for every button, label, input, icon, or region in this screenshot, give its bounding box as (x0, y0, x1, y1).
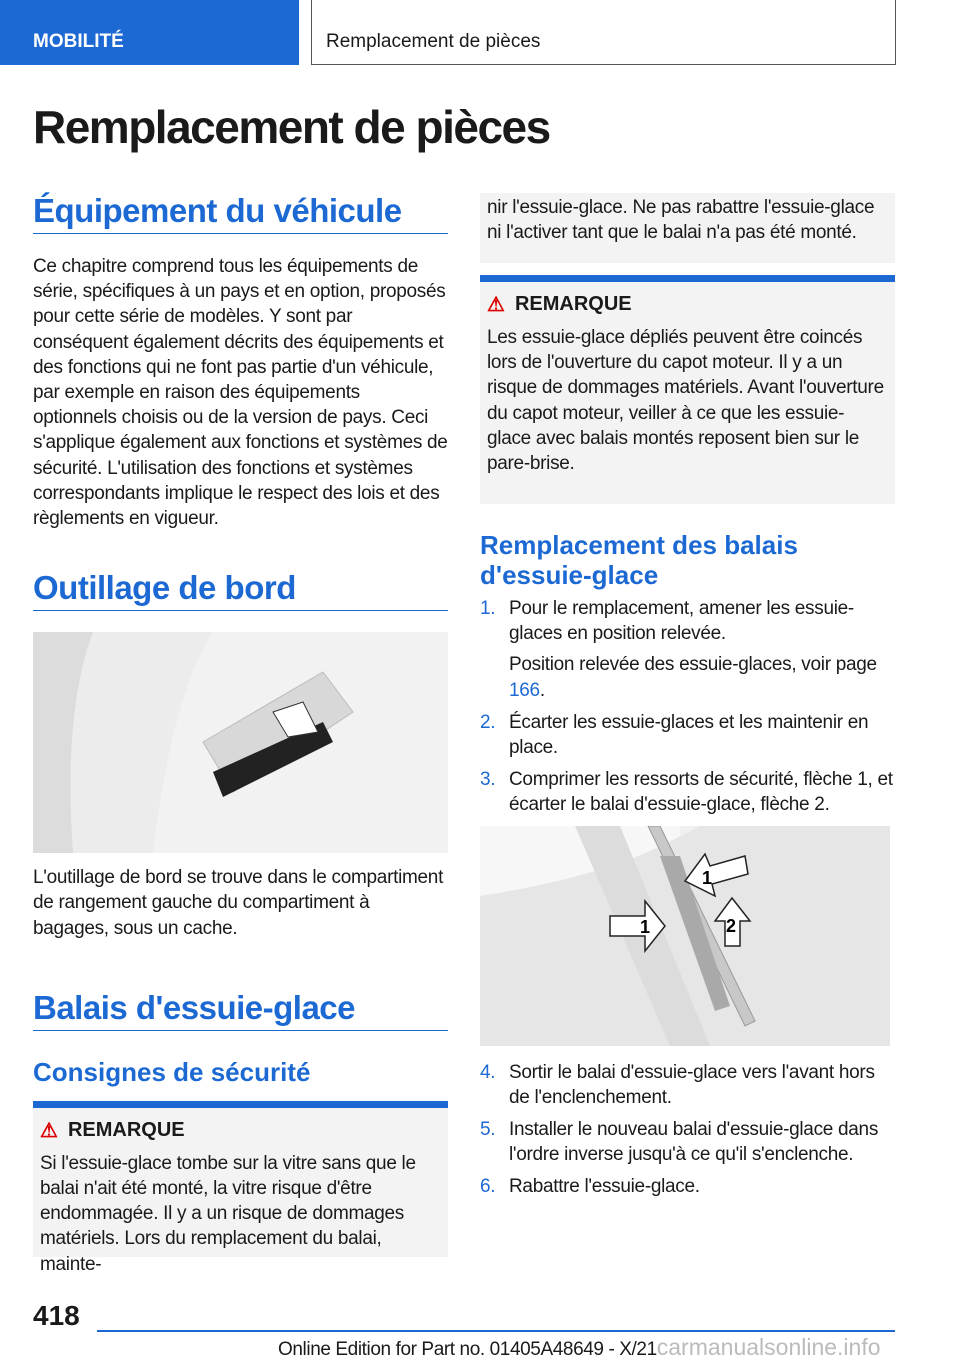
warning-icon: ⚠ (40, 1119, 58, 1142)
notice-continued (480, 193, 895, 263)
notice-title: REMARQUE (67, 1118, 185, 1141)
arrow-label: 1 (640, 916, 651, 937)
watermark: carmanualsonline.info (656, 1334, 881, 1360)
step-text: Écarter les essuie-glaces et les maintenir en place. (509, 711, 869, 759)
step-item (480, 767, 895, 817)
page-number: 418 (33, 1300, 80, 1331)
notice-title: REMARQUE (514, 293, 632, 315)
equipment-text: Ce chapitre comprend tous les équipements de série, spécifiques à un pays et en option, proposés pour cette série de modèles. Y sont par conséquent également décrits des équipements et des fonctions qui ne font pas partie d'un véhicule, par exemple en raison des équipements optionnels choisis ou de la version de pays. Ceci s'applique également aux fonctions et systèmes de sécurité. L'utilisation des fonctions et systèmes correspondants implique le respect des lois et des règlements en vigueur. (33, 256, 448, 530)
subtext-pre: Position relevée des essuie-glaces, voir page (509, 654, 877, 676)
notice-text-2: Les essuie-glace dépliés peuvent être coincés lors de l'ouverture du capot moteur. Il y a un risque de dommages matériels. Avant l'ouverture du capot moteur, veiller à ce que les essuie-glace avec balais montés reposent bien sur le pare-brise. (487, 327, 884, 475)
section-tab: MOBILITÉ (0, 0, 299, 65)
footer-divider (97, 1330, 895, 1332)
step-text: Comprimer les ressorts de sécurité, flèche 1, et écarter le balai d'essuie-glace, flèche 2. (509, 769, 893, 816)
page-link[interactable]: 166 (509, 679, 540, 701)
steps-list-a (480, 596, 895, 818)
equipment-heading: Équipement du véhicule (33, 192, 448, 234)
step-number: 1. (480, 598, 496, 619)
step-number: 3. (480, 769, 496, 791)
step-item (480, 1174, 895, 1199)
steps-list-b (480, 1060, 895, 1200)
wiper-heading: Balais d'essuie-glace (33, 989, 448, 1031)
arrow-label: 1 (702, 867, 713, 888)
arrow-label: 2 (726, 915, 737, 936)
tools-heading: Outillage de bord (33, 569, 448, 611)
step-item (480, 1117, 895, 1167)
tools-text: L'outillage de bord se trouve dans le compartiment de rangement gauche du compartiment à bagages, sous un cache. (33, 867, 444, 939)
subtext-post: . (539, 679, 545, 701)
step-number: 4. (480, 1061, 496, 1083)
step-number: 6. (480, 1176, 496, 1198)
step-number: 2. (480, 711, 496, 733)
page-title: Remplacement de pièces (33, 101, 550, 153)
step-item (480, 596, 895, 703)
notice-box (33, 1101, 448, 1275)
warning-icon: ⚠ (487, 294, 505, 316)
step-number: 5. (480, 1119, 496, 1141)
tools-compartment-image (33, 632, 448, 853)
right-column (480, 193, 895, 1207)
notice-text: Si l'essuie-glace tombe sur la vitre sans que le balai n'ait été monté, la vitre risque d'être endommagée. Il y a un risque de dommages matériels. Lors du remplacement du balai, mainte- (40, 1152, 416, 1275)
notice-text-continued: nir l'essuie-glace. Ne pas rabattre l'essuie-glace ni l'activer tant que le balai n'a pas été monté. (487, 197, 875, 244)
left-column (33, 192, 448, 1275)
edition-text: Online Edition for Part no. 01405A48649 - X/21 (278, 1339, 657, 1360)
step-subtext (509, 652, 895, 702)
wiper-figure (480, 826, 890, 1046)
replace-heading: Remplacement des balais d'essuie-glace (480, 530, 798, 590)
step-text: Rabattre l'essuie-glace. (509, 1176, 700, 1198)
safety-heading: Consignes de sécurité (33, 1056, 311, 1087)
notice-box-2 (480, 275, 895, 504)
step-text: Installer le nouveau balai d'essuie-glace dans l'ordre inverse jusqu'à ce qu'il s'enclenche. (509, 1119, 879, 1166)
step-text: Pour le remplacement, amener les essuie-glaces en position relevée. (509, 598, 854, 645)
step-item (480, 710, 895, 760)
footer-edition (278, 1334, 881, 1361)
step-item (480, 1060, 895, 1110)
step-text: Sortir le balai d'essuie-glace vers l'avant hors de l'enclenchement. (509, 1061, 875, 1108)
chapter-header: Remplacement de pièces (311, 0, 896, 65)
